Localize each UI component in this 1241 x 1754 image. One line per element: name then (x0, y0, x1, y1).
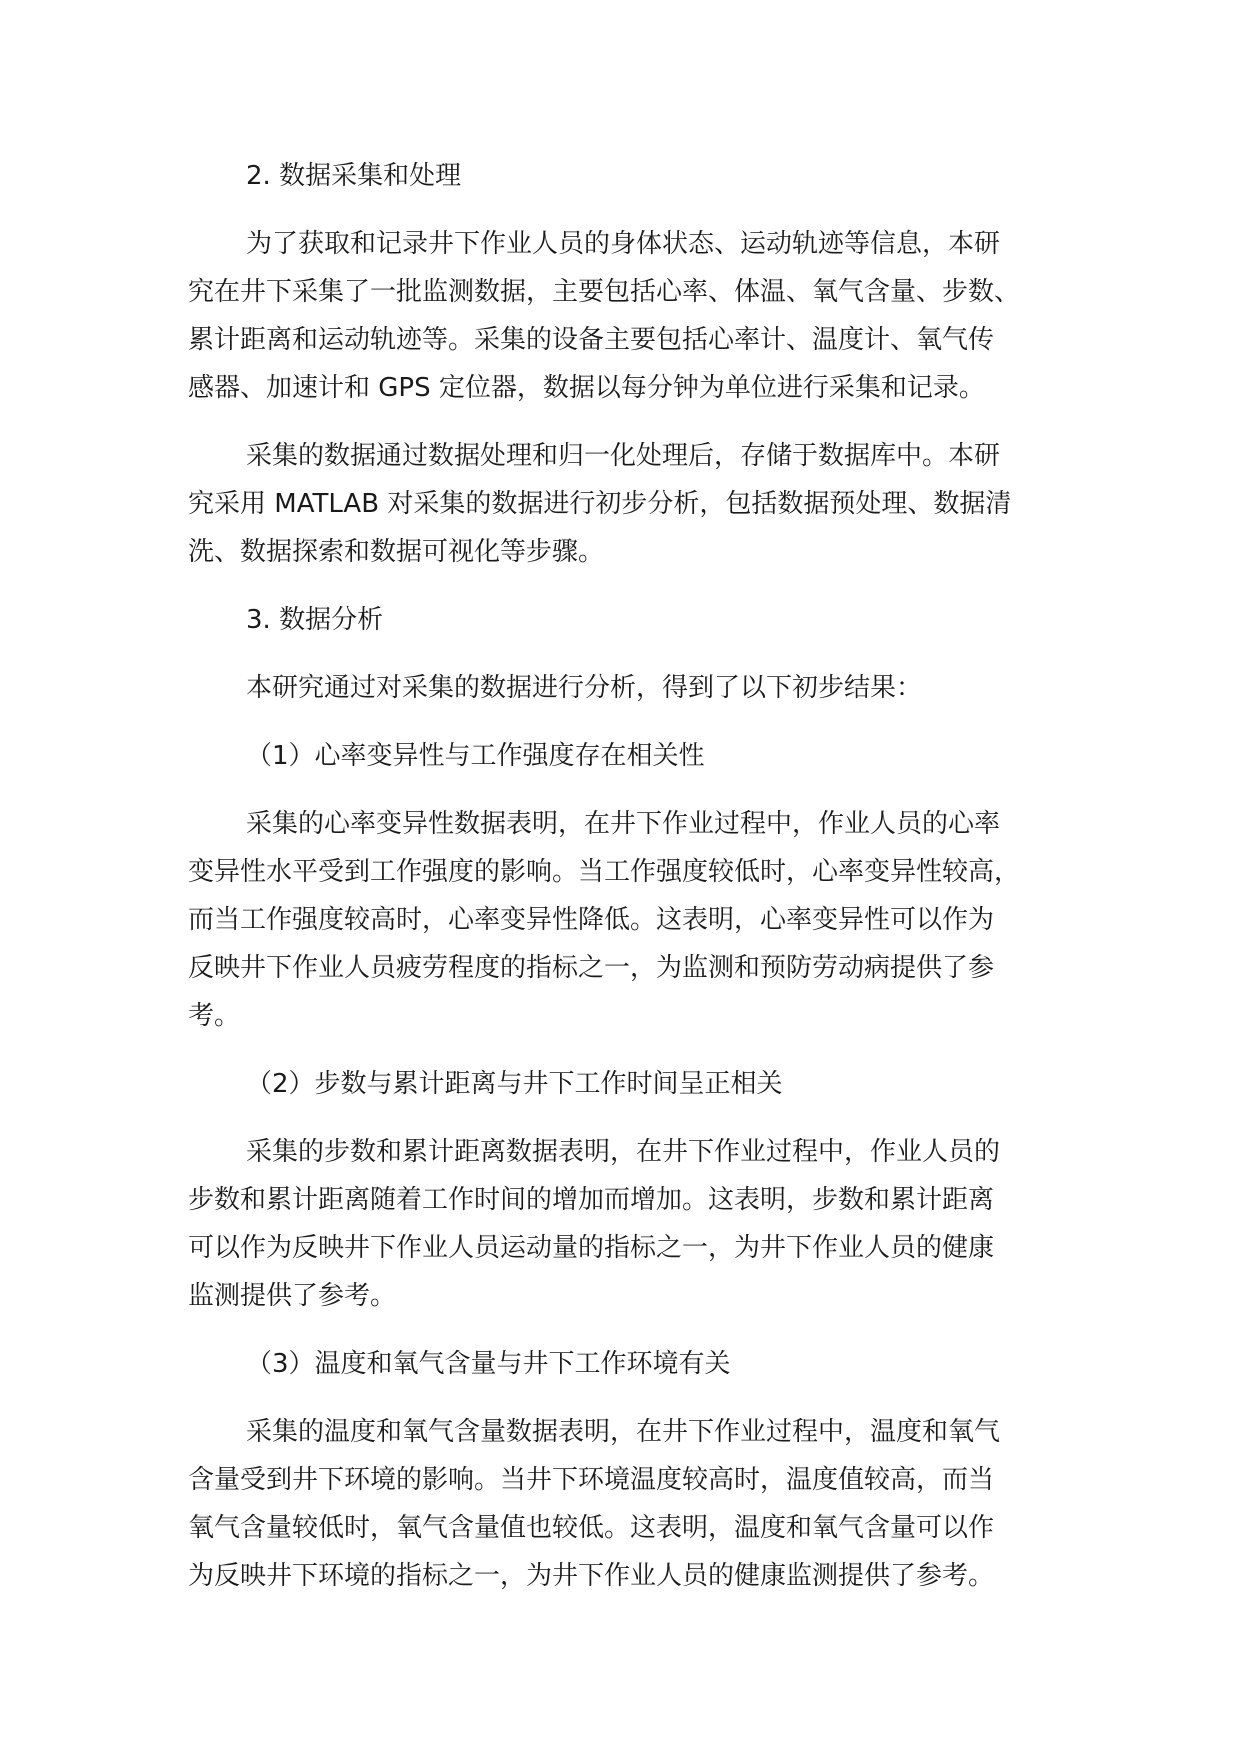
paragraph-line: 累计距离和运动轨迹等。采集的设备主要包括心率计、温度计、氧气传 (188, 325, 995, 355)
paragraph-line: 感器、加速计和 GPS 定位器，数据以每分钟为单位进行采集和记录。 (188, 373, 985, 403)
paragraph-line: 洗、数据探索和数据可视化等步骤。 (188, 537, 605, 567)
paragraph-line: 采集的心率变异性数据表明，在井下作业过程中，作业人员的心率 (246, 809, 1001, 839)
paragraph-line: 可以作为反映井下作业人员运动量的指标之一，为井下作业人员的健康 (188, 1233, 995, 1263)
paragraph-line: 为了获取和记录井下作业人员的身体状态、运动轨迹等信息，本研 (246, 229, 1001, 259)
paragraph-line: 反映井下作业人员疲劳程度的指标之一，为监测和预防劳动病提供了参 (188, 953, 995, 983)
paragraph-temperature-oxygen (188, 1408, 1088, 1600)
subheading-heart-rate: （1）心率变异性与工作强度存在相关性 (246, 741, 705, 771)
paragraph-heart-rate (188, 800, 1088, 1040)
subheading-temperature-oxygen: （3）温度和氧气含量与井下工作环境有关 (246, 1349, 731, 1379)
paragraph-line: 究采用 MATLAB 对采集的数据进行初步分析，包括数据预处理、数据清 (188, 489, 1012, 519)
paragraph-line: 采集的温度和氧气含量数据表明，在井下作业过程中，温度和氧气 (246, 1417, 1001, 1447)
paragraph-line: 变异性水平受到工作强度的影响。当工作强度较低时，心率变异性较高， (188, 857, 1021, 887)
document-body (188, 152, 1088, 1620)
paragraph-line: 采集的数据通过数据处理和归一化处理后，存储于数据库中。本研 (246, 441, 1001, 471)
paragraph-line: 究在井下采集了一批监测数据，主要包括心率、体温、氧气含量、步数、 (188, 277, 1021, 307)
paragraph-line: 采集的步数和累计距离数据表明，在井下作业过程中，作业人员的 (246, 1137, 1001, 1167)
paragraph-line: 监测提供了参考。 (188, 1281, 397, 1311)
paragraph-line: 为反映井下环境的指标之一，为井下作业人员的健康监测提供了参考。 (188, 1561, 995, 1591)
paragraph-line: 步数和累计距离随着工作时间的增加而增加。这表明，步数和累计距离 (188, 1185, 995, 1215)
paragraph-line: 而当工作强度较高时，心率变异性降低。这表明，心率变异性可以作为 (188, 905, 995, 935)
paragraph-line: 含量受到井下环境的影响。当井下环境温度较高时，温度值较高，而当 (188, 1465, 995, 1495)
section-heading-data-collection: 2. 数据采集和处理 (246, 161, 462, 191)
paragraph-data-processing (188, 432, 1088, 576)
section-heading-data-analysis: 3. 数据分析 (246, 605, 384, 635)
paragraph-steps-distance (188, 1128, 1088, 1320)
paragraph-line: 氧气含量较低时，氧气含量值也较低。这表明，温度和氧气含量可以作 (188, 1513, 995, 1543)
paragraph-analysis-intro: 本研究通过对采集的数据进行分析，得到了以下初步结果： (246, 673, 923, 703)
subheading-steps-distance: （2）步数与累计距离与井下工作时间呈正相关 (246, 1069, 783, 1099)
paragraph-line: 考。 (188, 1001, 241, 1031)
paragraph-data-collection (188, 220, 1088, 412)
